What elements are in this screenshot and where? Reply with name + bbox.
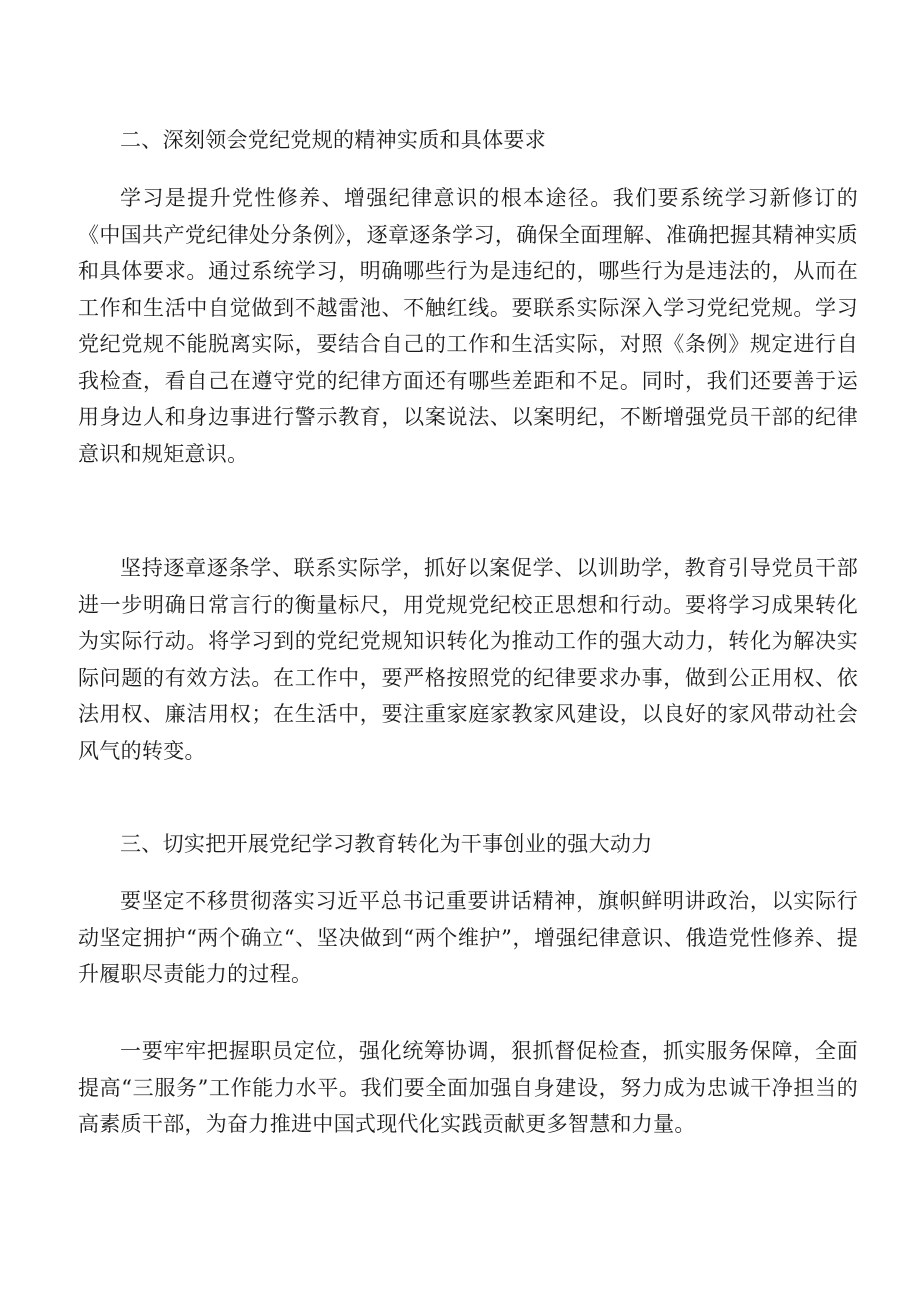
section-heading-2: 二、深刻领会党纪党规的精神实质和具体要求: [120, 128, 546, 152]
paragraph-3: 要坚定不移贯彻落实习近平总书记重要讲话精神，旗帜鲜明讲政治，以实际行动坚定拥护“两个确立“、坚决做到“两个维护”，增强纪律意识、俄造党性修养、提升履职尽责能力的过程。: [78, 889, 858, 986]
paragraph-2: 坚持逐章逐条学、联系实际学，抓好以案促学、以训助学，教育引导党员干部进一步明确日常言行的衡量标尺，用党规党纪校正思想和行动。要将学习成果转化为实际行动。将学习到的党纪党规知识转化为推动工作的强大动力，转化为解决实际问题的有效方法。在工作中，要严格按照党的纪律要求办事，做到公正用权、依法用权、廉洁用权；在生活中，要注重家庭家教家风建设，以良好的家风带动社会风气的转变。: [78, 556, 858, 763]
section-heading-3: 三、切实把开展党纪学习教育转化为干事创业的强大动力: [120, 832, 653, 856]
paragraph-1: 学习是提升党性修养、增强纪律意识的根本途径。我们要系统学习新修订的《中国共产党纪律处分条例》，逐章逐条学习，确保全面理解、准确把握其精神实质和具体要求。通过系统学习，明确哪些行为是违纪的，哪些行为是违法的，从而在工作和生活中自觉做到不越雷池、不触红线。要联系实际深入学习党纪党规。学习党纪党规不能脱离实际，要结合自己的工作和生活实际，对照《条例》规定进行自我检查，看自己在遵守党的纪律方面还有哪些差距和不足。同时，我们还要善于运用身边人和身边事进行警示教育，以案说法、以案明纪，不断增强党员干部的纪律意识和规矩意识。: [78, 186, 858, 466]
paragraph-4: 一要牢牢把握职员定位，强化统筹协调，狠抓督促检查，抓实服务保障，全面提高“三服务”工作能力水平。我们要全面加强自身建设，努力成为忠诚干净担当的高素质干部，为奋力推进中国式现代化实践贡献更多智慧和力量。: [78, 1039, 858, 1136]
